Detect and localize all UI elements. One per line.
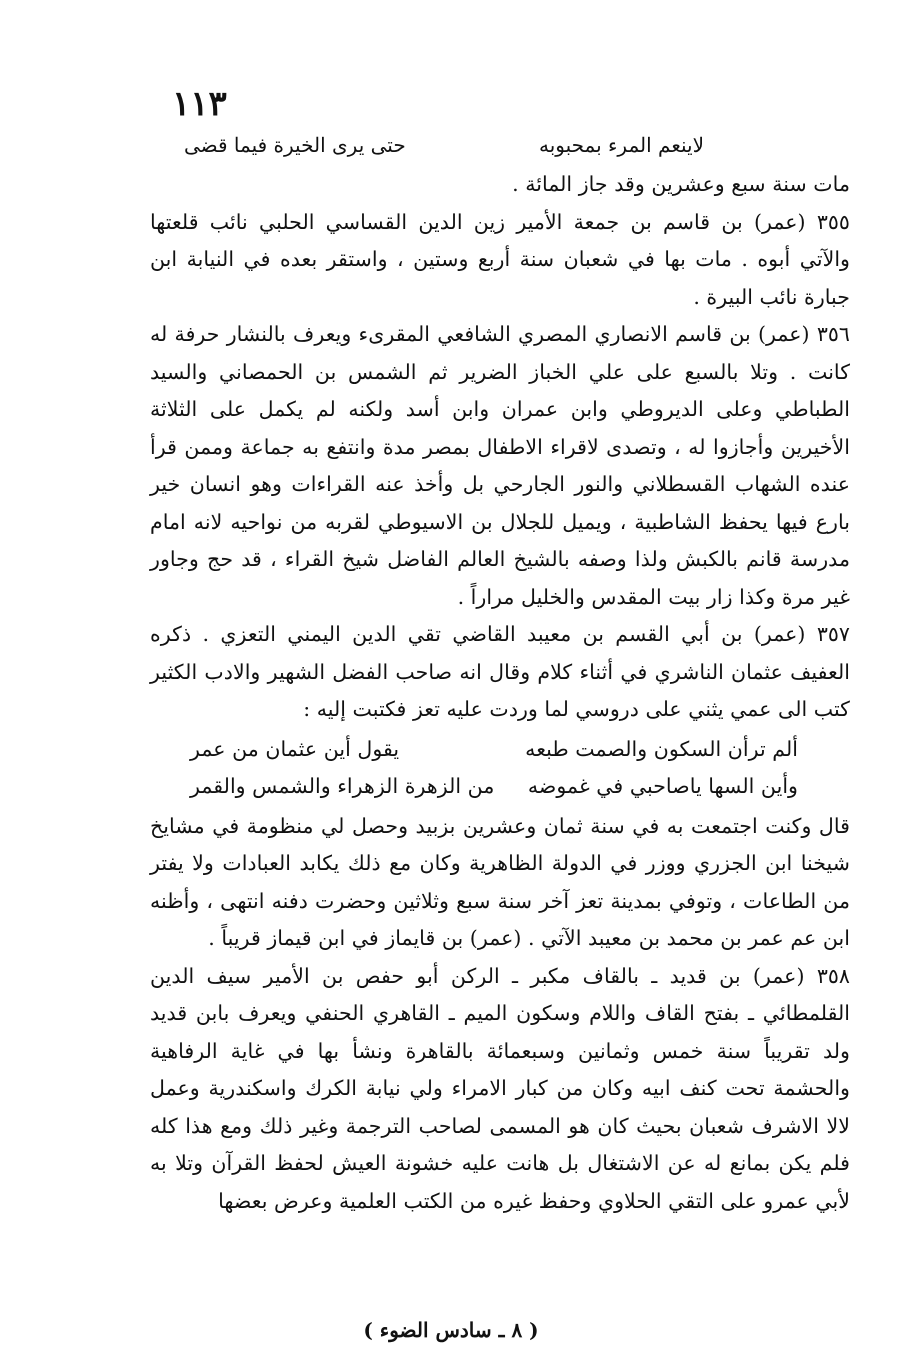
body-text — [150, 166, 850, 1220]
page-number: ١١٣ — [172, 84, 227, 124]
poem-line — [150, 768, 850, 806]
entry-355: ٣٥٥ (عمر) بن قاسم بن جمعة الأمير زين الدين القساسي الحلبي نائب قلعتها والآتي أبوه . مات بها في شعبان سنة أربع وستين ، واستقر بعده في النيابة ابن جبارة نائب البيرة . — [150, 209, 850, 309]
poem-hemistich: من الزهرة الزهراء والشمس والقمر — [190, 774, 495, 798]
poem-hemistich: ألم ترأن السكون والصمت طبعه — [525, 736, 798, 761]
poem-hemistich: وأين السها ياصاحبي في غموضه — [527, 774, 798, 798]
footer-signature: ( ٨ ـ سادس الضوء ) — [363, 1318, 539, 1342]
opening-verse — [184, 128, 704, 162]
entry-358: ٣٥٨ (عمر) بن قديد ـ بالقاف مكبر ـ الركن أبو حفص بن الأمير سيف الدين القلمطائي ـ بفتح القاف واللام وسكون الميم ـ القاهري الحنفي ويعرف بابن قديد ولد تقريباً سنة خمس وثمانين وسبعمائة بالقاهرة ونشأ بها في غاية الرفاهية والحشمة تحت كنف ابيه وكان من كبار الامراء ولي نيابة الكرك واسكندرية وعمل لالا الاشرف شعبان بحيث كان هو المسمى لصاحب الترجمة وغير ذلك ومع هذا كله فلم يكن بمانع له عن الاشتغال بل هانت عليه خشونة العيش لحفظ القرآن وتلا به لأبي عمرو على التقي الحلاوي وحفظ غيره من الكتب العلمية وعرض بعضها — [150, 963, 850, 1213]
entry-357: ٣٥٧ (عمر) بن أبي القسم بن معيبد القاضي تقي الدين اليمني التعزي . ذكره العفيف عثمان الناشري في أثناء كلام وقال انه صاحب الفضل الشهير والادب الكثير كتب الى عمي يثني على دروسي لما وردت عليه تعز فكتبت إليه : — [150, 622, 850, 721]
paragraph: قال وكنت اجتمعت به في سنة ثمان وعشرين بزبيد وحصل لي منظومة في مشايخ شيخنا ابن الجزري ووزر في الدولة الظاهرية وكان مع ذلك يكابد العبادات ولا يفتر من الطاعات ، وتوفي بمدينة تعز آخر سنة سبع وثلاثين وحضرت دفنه انتهى ، وأظنه ابن عم عمر بن محمد بن معيبد الآتي . (عمر) بن قايماز في ابن قيماز قريباً . — [150, 813, 850, 950]
poem-hemistich: يقول أين عثمان من عمر — [190, 736, 400, 761]
poem — [150, 731, 850, 806]
poem-line — [150, 731, 850, 769]
entry-356: ٣٥٦ (عمر) بن قاسم الانصاري المصري الشافعي المقرىء ويعرف بالنشار حرفة له كانت . وتلا بالسبع على علي الخباز الضرير ثم الشمس بن الحمصاني والسيد الطباطي وعلى الديروطي وابن عمران وابن أسد ولكنه لم يكمل على الثلاثة الأخيرين وأجازوا له ، وتصدى لاقراء الاطفال بمصر مدة وانتفع به جماعة وممن قرأ عنده الشهاب القسطلاني والنور الجارحي بل وأخذ عنه القراءات وهو انسان خير بارع فيها يحفظ الشاطبية ، ويميل للجلال بن الاسيوطي لقربه من نواحيه لانه امام مدرسة قانم بالكبش ولذا وصفه بالشيخ العالم الفاضل شيخ القراء ، قد حج وجاور غير مرة وكذا زار بيت المقدس والخليل مراراً . — [150, 322, 850, 609]
verse-hemistich-2: حتى يرى الخيرة فيما قضى — [184, 133, 406, 157]
verse-hemistich-1: لاينعم المرء بمحبوبه — [538, 133, 704, 157]
paragraph: مات سنة سبع وعشرين وقد جاز المائة . — [512, 172, 850, 196]
